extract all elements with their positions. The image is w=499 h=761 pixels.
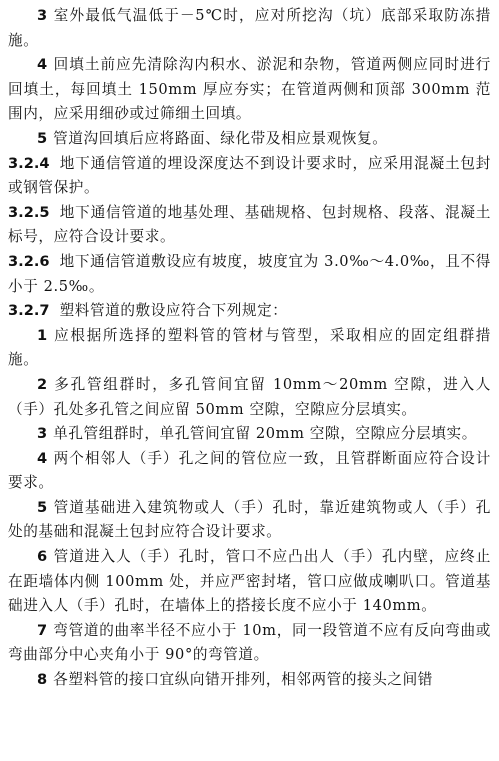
item-8-joints xyxy=(8,668,491,693)
item-number: 7 xyxy=(37,621,48,639)
item-5-restore xyxy=(8,127,491,152)
item-number: 5 xyxy=(37,498,48,516)
clause-text: 地下通信管道的地基处理、基础规格、包封规格、段落、混凝土标号，应符合设计要求。 xyxy=(8,203,491,246)
item-text: 各塑料管的接口宜纵向错开排列，相邻两管的接头之间错 xyxy=(53,671,434,689)
clause-number: 3.2.4 xyxy=(8,154,50,172)
item-2-multi-hole xyxy=(8,373,491,422)
item-number: 3 xyxy=(37,7,48,24)
item-number: 4 xyxy=(37,449,48,467)
item-text: 应根据所选择的塑料管的管材与管型，采取相应的固定组群措施。 xyxy=(8,326,491,369)
item-number: 5 xyxy=(37,129,48,147)
item-number: 8 xyxy=(37,671,48,689)
item-text: 室外最低气温低于－5℃时，应对所挖沟（坑）底部采取防冻措施。 xyxy=(8,7,491,49)
item-number: 2 xyxy=(37,375,48,393)
clause-3-2-4 xyxy=(8,152,491,201)
item-number: 1 xyxy=(37,326,48,344)
clause-text: 地下通信管道敷设应有坡度，坡度宜为 3.0‰～4.0‰，且不得小于 2.5‰。 xyxy=(8,252,491,295)
item-text: 管道沟回填后应将路面、绿化带及相应景观恢复。 xyxy=(53,129,388,147)
item-number: 3 xyxy=(37,425,48,443)
item-text: 两个相邻人（手）孔之间的管位应一致，且管群断面应符合设计要求。 xyxy=(8,449,491,492)
clause-number: 3.2.5 xyxy=(8,203,50,221)
item-number: 6 xyxy=(37,548,48,566)
clause-text: 塑料管道的敷设应符合下列规定： xyxy=(59,302,288,320)
item-text: 弯管道的曲率半径不应小于 10m，同一段管道不应有反向弯曲或弯曲部分中心夹角小于 90°的弯管道。 xyxy=(8,621,491,664)
item-4-backfill xyxy=(8,53,491,127)
item-6-pipe-entry xyxy=(8,545,491,619)
clause-number: 3.2.6 xyxy=(8,252,50,270)
item-3-single-hole xyxy=(8,422,491,447)
item-4-alignment xyxy=(8,447,491,496)
item-text: 多孔管组群时，多孔管间宜留 10mm～20mm 空隙，进入人（手）孔处多孔管之间应留 50mm 空隙，空隙应分层填实。 xyxy=(8,375,491,418)
item-7-bend-radius xyxy=(8,619,491,668)
clause-3-2-6 xyxy=(8,250,491,299)
item-5-foundation xyxy=(8,496,491,545)
item-text: 回填土前应先清除沟内积水、淤泥和杂物，管道两侧应同时进行回填土，每回填土 150mm 厚应夯实；在管道两侧和顶部 300mm 范围内，应采用细砂或过筛细土回填。 xyxy=(8,56,491,123)
clause-number: 3.2.7 xyxy=(8,302,50,320)
item-text: 单孔管组群时，单孔管间宜留 20mm 空隙，空隙应分层填实。 xyxy=(53,425,477,443)
item-1-fixing xyxy=(8,324,491,373)
item-text: 管道进入人（手）孔时，管口不应凸出人（手）孔内壁，应终止在距墙体内侧 100mm 处，并应严密封堵，管口应做成喇叭口。管道基础进入人（手）孔时，在墙体上的搭接长度不应小于 140mm。 xyxy=(8,548,491,615)
clause-text: 地下通信管道的埋设深度达不到设计要求时，应采用混凝土包封或钢管保护。 xyxy=(8,154,491,197)
item-number: 4 xyxy=(37,56,48,74)
item-3-frost xyxy=(8,4,491,53)
clause-3-2-5 xyxy=(8,201,491,250)
clause-3-2-7 xyxy=(8,299,491,324)
item-text: 管道基础进入建筑物或人（手）孔时，靠近建筑物或人（手）孔处的基础和混凝土包封应符合设计要求。 xyxy=(8,498,491,541)
